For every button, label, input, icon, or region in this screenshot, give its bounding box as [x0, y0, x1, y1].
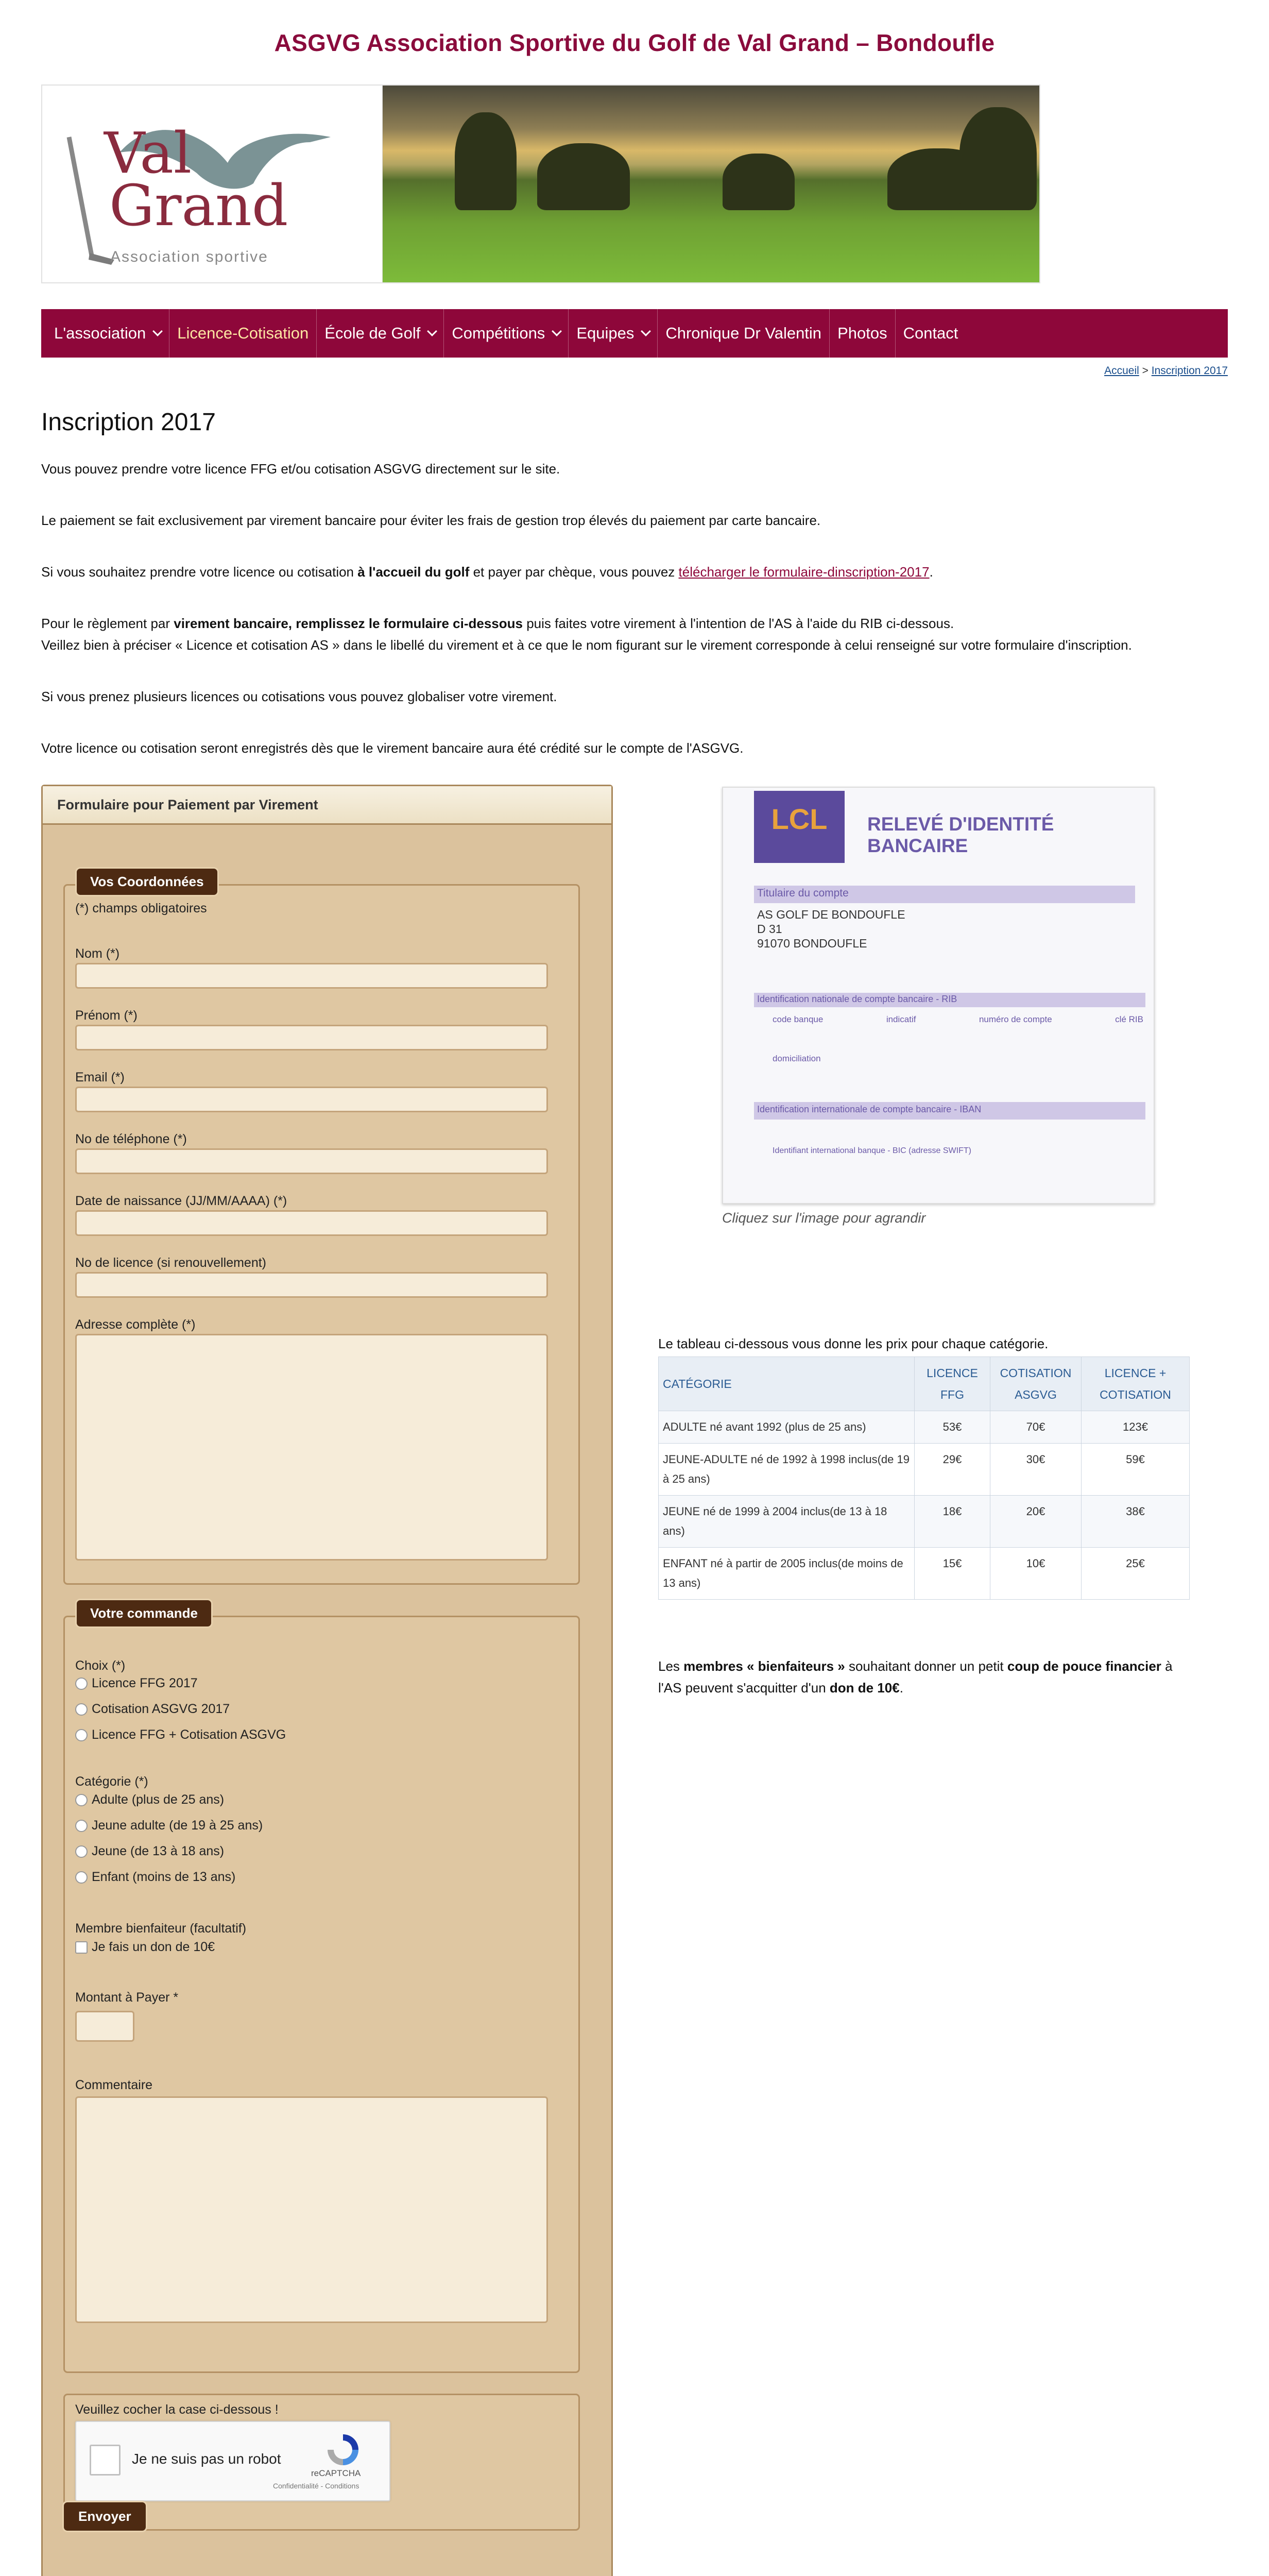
radio-icon[interactable]: [75, 1871, 88, 1884]
table-row: JEUNE né de 1999 à 2004 inclus(de 13 à 18 ans) 18€ 20€ 38€: [659, 1496, 1190, 1548]
header-cotisation: COTISATION ASGVG: [990, 1357, 1082, 1411]
menu-item-licence[interactable]: Licence-Cotisation: [169, 309, 317, 358]
choix-option-cotisation[interactable]: Cotisation ASGVG 2017: [75, 1702, 230, 1717]
menu-item-ecole[interactable]: École de Golf: [317, 309, 444, 358]
submit-button[interactable]: Envoyer: [62, 2501, 147, 2532]
multi-paragraph: Si vous prenez plusieurs licences ou cotisations vous pouvez globaliser votre virement.: [41, 689, 557, 704]
rib-domiciliation: domiciliation: [773, 1054, 821, 1063]
recaptcha-icon: [324, 2431, 362, 2468]
page-title: Inscription 2017: [41, 409, 216, 436]
checkbox-icon[interactable]: [75, 1941, 88, 1954]
menu-item-competitions[interactable]: Compétitions: [444, 309, 569, 358]
chevron-down-icon: [552, 326, 562, 336]
menu-item-equipes[interactable]: Equipes: [569, 309, 658, 358]
tel-label: No de téléphone (*): [75, 1132, 187, 1146]
chevron-down-icon: [641, 326, 651, 336]
menu-item-association[interactable]: L'association: [46, 309, 169, 358]
rib-caption: Cliquez sur l'image pour agrandir: [722, 1210, 926, 1226]
birthdate-label: Date de naissance (JJ/MM/AAAA) (*): [75, 1194, 287, 1208]
golf-course-photo: [383, 86, 1039, 282]
transfer-note: Veillez bien à préciser « Licence et cotisation AS » dans le libellé du virement et à ce que le nom figurant sur le virement corresponde à celui renseigné sur votre formulaire d'inscription.: [41, 637, 1132, 653]
breadcrumb-home[interactable]: Accueil: [1104, 365, 1139, 377]
transfer-paragraph: Pour le règlement par virement bancaire, remplissez le formulaire ci-dessous puis faites votre virement à l'intention de l'AS à l'aide du RIB ci-dessous.: [41, 616, 954, 631]
rib-title: RELEVÉ D'IDENTITÉ BANCAIRE: [867, 814, 1054, 856]
chevron-down-icon: [427, 326, 437, 336]
prenom-input[interactable]: [75, 1025, 548, 1050]
nom-input[interactable]: [75, 963, 548, 989]
rib-national-label: Identification nationale de compte bancaire - RIB: [757, 994, 957, 1004]
categorie-option-jeune-adulte[interactable]: Jeune adulte (de 19 à 25 ans): [75, 1818, 263, 1833]
choix-option-licence[interactable]: Licence FFG 2017: [75, 1676, 198, 1691]
menu-item-photos[interactable]: Photos: [830, 309, 896, 358]
form-header: Formulaire pour Paiement par Virement: [43, 786, 611, 825]
radio-icon[interactable]: [75, 1677, 88, 1690]
bienfaiteurs-note: Les membres « bienfaiteurs » souhaitant donner un petit coup de pouce financier à l'AS peuvent s'acquitter d'un don de 10€.: [658, 1658, 1173, 1696]
rib-columns: code banque indicatif numéro de compte clé RIB: [773, 1014, 1143, 1024]
radio-icon[interactable]: [75, 1794, 88, 1806]
order-fieldset: [63, 1605, 580, 2373]
address-textarea[interactable]: [75, 1334, 548, 1561]
prenom-label: Prénom (*): [75, 1008, 138, 1023]
logo-tagline: Association sportive: [110, 248, 268, 265]
breadcrumb: Accueil > Inscription 2017: [1104, 365, 1228, 377]
download-form-link[interactable]: télécharger le formulaire-dinscription-2017: [678, 564, 930, 580]
montant-label: Montant à Payer *: [75, 1990, 179, 2005]
radio-icon[interactable]: [75, 1820, 88, 1832]
radio-icon[interactable]: [75, 1845, 88, 1858]
payment-paragraph: Le paiement se fait exclusivement par virement bancaire pour éviter les frais de gestion trop élevés du paiement par carte bancaire.: [41, 513, 821, 528]
captcha-prompt: Veuillez cocher la case ci-dessous !: [75, 2402, 279, 2417]
coordinates-legend: Vos Coordonnées: [75, 867, 219, 896]
recaptcha-links[interactable]: Confidentialité - Conditions: [273, 2482, 359, 2490]
required-note: (*) champs obligatoires: [75, 901, 207, 916]
categorie-label: Catégorie (*): [75, 1774, 148, 1789]
chevron-down-icon: [152, 326, 163, 336]
tel-input[interactable]: [75, 1148, 548, 1174]
table-row: ADULTE né avant 1992 (plus de 25 ans) 53€ 70€ 123€: [659, 1411, 1190, 1444]
header-licence-cotisation: LICENCE + COTISATION: [1082, 1357, 1190, 1411]
recaptcha-checkbox[interactable]: [90, 2445, 121, 2476]
prices-table: [658, 1357, 1190, 1600]
site-title[interactable]: ASGVG Association Sportive du Golf de Val Grand – Bondoufle: [274, 29, 995, 56]
header-licence: LICENCE FFG: [915, 1357, 990, 1411]
bienfaiteur-label: Membre bienfaiteur (facultatif): [75, 1921, 247, 1936]
commentaire-label: Commentaire: [75, 2078, 153, 2092]
rib-iban-label: Identification internationale de compte bancaire - IBAN: [757, 1104, 982, 1114]
commentaire-textarea[interactable]: [75, 2096, 548, 2323]
choix-option-both[interactable]: Licence FFG + Cotisation ASGVG: [75, 1727, 286, 1742]
payment-form: [41, 785, 613, 2576]
bienfaiteur-option[interactable]: Je fais un don de 10€: [75, 1940, 215, 1955]
table-row: ENFANT né à partir de 2005 inclus(de moins de 13 ans) 15€ 10€ 25€: [659, 1548, 1190, 1600]
site-logo: [42, 86, 383, 282]
registration-paragraph: Votre licence ou cotisation seront enregistrés dès que le virement bancaire aura été crédité sur le compte de l'ASGVG.: [41, 740, 744, 756]
cheque-paragraph: Si vous souhaitez prendre votre licence ou cotisation à l'accueil du golf et payer par chèque, vous pouvez télécharger le formulaire-dinscription-2017.: [41, 564, 933, 580]
radio-icon[interactable]: [75, 1703, 88, 1716]
lcl-logo: LCL: [754, 791, 845, 863]
menu-item-contact[interactable]: Contact: [903, 324, 958, 342]
breadcrumb-current[interactable]: Inscription 2017: [1151, 365, 1228, 377]
categorie-option-adulte[interactable]: Adulte (plus de 25 ans): [75, 1792, 224, 1807]
recaptcha-label: Je ne suis pas un robot: [132, 2451, 281, 2467]
coordinates-fieldset: [63, 874, 580, 1585]
table-row: JEUNE-ADULTE né de 1992 à 1998 inclus(de 19 à 25 ans) 29€ 30€ 59€: [659, 1444, 1190, 1496]
logo-val: Val: [104, 120, 192, 186]
prices-header-row: [659, 1357, 1190, 1411]
rib-holder: AS GOLF DE BONDOUFLE D 31 91070 BONDOUFLE: [757, 908, 905, 950]
logo-grand: Grand: [109, 173, 288, 239]
header-banner: [41, 84, 1040, 283]
order-legend: Votre commande: [75, 1599, 213, 1628]
licence-number-input[interactable]: [75, 1272, 548, 1298]
choix-label: Choix (*): [75, 1658, 126, 1673]
intro-paragraph: Vous pouvez prendre votre licence FFG et/ou cotisation ASGVG directement sur le site.: [41, 461, 560, 477]
categorie-option-jeune[interactable]: Jeune (de 13 à 18 ans): [75, 1844, 224, 1859]
birthdate-input[interactable]: [75, 1210, 548, 1236]
recaptcha-widget: [75, 2421, 390, 2501]
header-categorie: CATÉGORIE: [659, 1357, 915, 1411]
recaptcha-brand: reCAPTCHA: [311, 2468, 361, 2478]
email-label: Email (*): [75, 1070, 125, 1084]
rib-bic-label: Identifiant international banque - BIC (adresse SWIFT): [773, 1146, 971, 1155]
rib-image[interactable]: [722, 787, 1155, 1204]
radio-icon[interactable]: [75, 1729, 88, 1741]
prices-intro: Le tableau ci-dessous vous donne les prix pour chaque catégorie.: [658, 1336, 1049, 1351]
main-menu: [41, 309, 1228, 358]
rib-holder-label: Titulaire du compte: [757, 887, 849, 899]
categorie-option-enfant[interactable]: Enfant (moins de 13 ans): [75, 1870, 235, 1885]
menu-item-chronique[interactable]: Chronique Dr Valentin: [658, 309, 830, 358]
licence-number-label: No de licence (si renouvellement): [75, 1256, 267, 1270]
montant-input[interactable]: [75, 2011, 134, 2042]
address-label: Adresse complète (*): [75, 1317, 196, 1332]
nom-label: Nom (*): [75, 946, 120, 961]
email-input[interactable]: [75, 1087, 548, 1112]
